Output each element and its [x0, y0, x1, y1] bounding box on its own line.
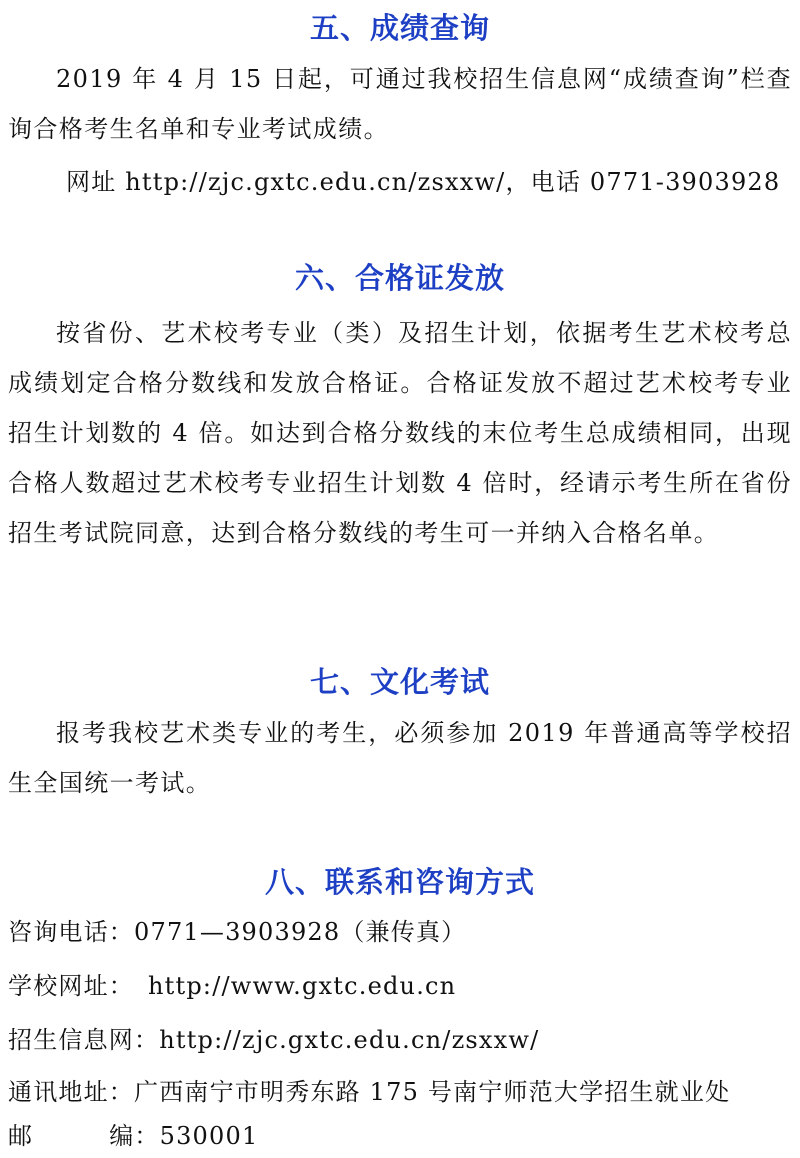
contact-website-label: 学校网址：	[8, 972, 134, 1000]
section-heading-contact: 八、联系和咨询方式	[264, 865, 535, 899]
contact-postcode-label-a: 邮	[8, 1122, 34, 1150]
section-heading-culture-exam: 七、文化考试	[309, 665, 490, 699]
score-query-url-line: 网址 http://zjc.gxtc.edu.cn/zsxxw/，电话 0771-3903928	[66, 168, 781, 196]
culture-exam-paragraph: 报考我校艺术类专业的考生，必须参加 2019 年普通高等学校招生全国统一考试。	[8, 719, 792, 797]
contact-phone-label: 咨询电话：	[8, 918, 134, 946]
section-heading-score-query: 五、成绩查询	[309, 11, 490, 45]
contact-admission-site-line	[8, 1020, 792, 1060]
contact-address-value: 广西南宁市明秀东路 175 号南宁师范大学招生就业处	[134, 1078, 731, 1106]
contact-website-line	[8, 966, 792, 1006]
contact-phone-value: 0771—3903928（兼传真）	[134, 918, 467, 946]
section-heading-certificate: 六、合格证发放	[294, 261, 505, 295]
contact-admission-site-link[interactable]: http://zjc.gxtc.edu.cn/zsxxw/	[159, 1026, 540, 1054]
contact-postcode-line	[8, 1116, 792, 1156]
contact-postcode-value: 530001	[159, 1122, 259, 1150]
contact-postcode-label-b: 编：	[109, 1122, 160, 1150]
contact-website-link[interactable]: http://www.gxtc.edu.cn	[148, 972, 457, 1000]
score-query-paragraph: 2019 年 4 月 15 日起，可通过我校招生信息网“成绩查询”栏查询合格考生名单和专业考试成绩。	[8, 65, 792, 143]
contact-address-label: 通讯地址：	[8, 1078, 134, 1106]
contact-address-line	[8, 1072, 792, 1112]
certificate-paragraph: 按省份、艺术校考专业（类）及招生计划，依据考生艺术校考总成绩划定合格分数线和发放合格证。合格证发放不超过艺术校考专业招生计划数的 4 倍。如达到合格分数线的末位考生总成绩相同，出现合格人数超过艺术校考专业招生计划数 4 倍时，经请示考生所在省份招生考试院同意，达到合格分数线的考生可一并纳入合格名单。	[8, 319, 792, 547]
contact-admission-site-label: 招生信息网：	[8, 1026, 160, 1054]
contact-phone-line	[8, 912, 792, 952]
